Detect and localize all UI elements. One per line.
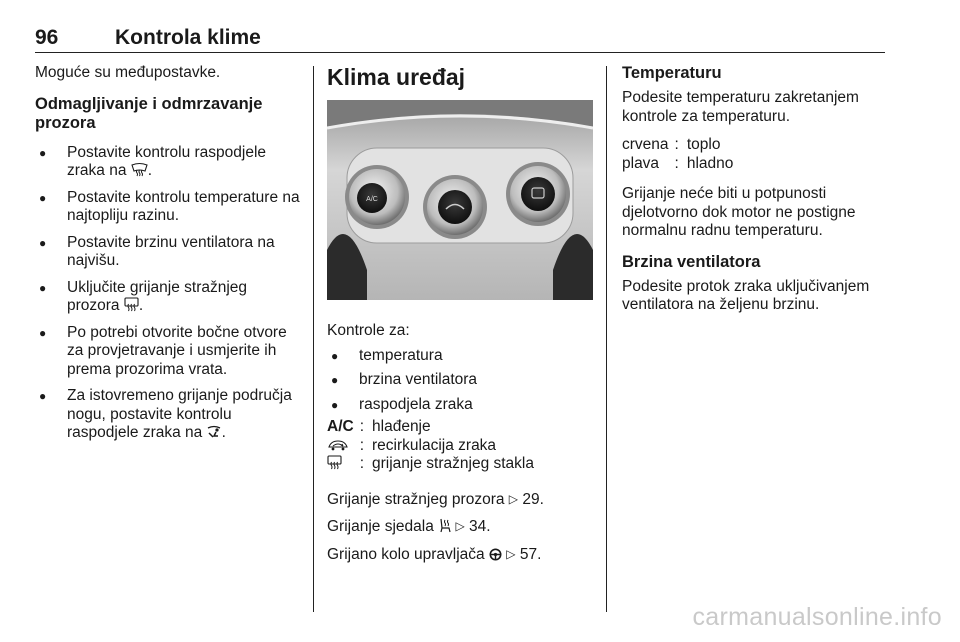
windscreen-defrost-icon bbox=[131, 162, 148, 177]
rear-window-heating-icon bbox=[327, 455, 342, 470]
list-item: ● brzina ventilatora bbox=[327, 371, 593, 390]
list-item: ● Za istovremeno grijanje područja nogu, postavite kontrolu raspodjele zraka na . bbox=[35, 387, 303, 443]
table-row: A/C : hlađenje bbox=[327, 418, 431, 435]
list-item: ● Po potrebi otvorite bočne otvore za provjetravanje i usmjerite ih prema prozorima vrata. bbox=[35, 324, 303, 380]
ref-rear-window-heating: Grijanje stražnjeg prozora ▷ 29. bbox=[327, 490, 544, 508]
column-divider-1 bbox=[313, 66, 314, 612]
temperature-color-table bbox=[622, 136, 733, 173]
ref-heated-steering-wheel: Grijano kolo upravljača ▷ 57. bbox=[327, 545, 542, 563]
column-middle bbox=[327, 64, 593, 564]
ac-button-label: A/C bbox=[366, 196, 378, 203]
page-reference-arrow-icon: ▷ bbox=[506, 546, 516, 561]
rear-window-heating-icon bbox=[124, 297, 139, 312]
air-recirculation-icon bbox=[327, 438, 349, 452]
table-row: : grijanje stražnjeg stakla bbox=[327, 455, 534, 474]
column-left bbox=[35, 64, 303, 443]
temperature-note: Grijanje neće biti u potpunosti djelotvorno dok motor ne postigne normalnu radnu temperaturu. bbox=[622, 185, 856, 239]
button-legend-table bbox=[327, 418, 534, 474]
fan-speed-heading: Brzina ventilatora bbox=[622, 252, 761, 271]
page-reference-arrow-icon: ▷ bbox=[508, 491, 519, 506]
list-item: ● Uključite grijanje stražnjeg prozora . bbox=[35, 279, 303, 316]
list-item: ● Postavite kontrolu raspodjele zraka na . bbox=[35, 144, 303, 181]
page-header bbox=[35, 26, 885, 53]
defrost-steps-list bbox=[35, 144, 303, 443]
table-row: : recirkulacija zraka bbox=[327, 437, 534, 456]
climate-control-panel-photo bbox=[327, 100, 593, 300]
page-reference-arrow-icon: ▷ bbox=[455, 519, 465, 533]
fan-speed-text: Podesite protok zraka uključivanjem ventilatora na željenu brzinu. bbox=[622, 277, 870, 313]
column-divider-2 bbox=[606, 66, 607, 612]
page-number: 96 bbox=[35, 26, 59, 49]
seat-heating-icon bbox=[438, 518, 451, 533]
defrost-heading: Odmagljivanje i odmrzavanje prozora bbox=[35, 94, 263, 132]
temperature-heading: Temperaturu bbox=[622, 64, 722, 82]
heated-steering-wheel-icon bbox=[489, 548, 502, 561]
table-row: plava : hladno bbox=[622, 154, 734, 172]
intro-text: Moguće su međupostavke. bbox=[35, 64, 221, 81]
section-heading: Klima uređaj bbox=[327, 64, 466, 90]
list-item: ● Postavite brzinu ventilatora na najvišu. bbox=[35, 234, 303, 271]
page-reference-link[interactable]: 29. bbox=[522, 490, 544, 508]
list-item: ● temperatura bbox=[327, 347, 593, 366]
ac-symbol: A/C bbox=[327, 418, 354, 435]
page-reference-link[interactable]: 34. bbox=[469, 518, 491, 535]
table-row: crvena : toplo bbox=[622, 136, 721, 153]
chapter-title: Kontrola klime bbox=[115, 26, 261, 49]
list-item: ● raspodjela zraka bbox=[327, 396, 593, 415]
column-right bbox=[622, 64, 890, 315]
watermark: carmanualsonline.info bbox=[692, 603, 942, 631]
controls-list bbox=[327, 347, 593, 415]
ref-seat-heating: Grijanje sjedala ▷ 34. bbox=[327, 518, 491, 535]
windscreen-footwell-icon bbox=[207, 424, 222, 439]
temperature-text: Podesite temperaturu zakretanjem kontrole za temperaturu. bbox=[622, 89, 859, 125]
page-reference-link[interactable]: 57. bbox=[519, 545, 542, 563]
list-item: ● Postavite kontrolu temperature na najtopliju razinu. bbox=[35, 189, 303, 226]
controls-label: Kontrole za: bbox=[327, 322, 410, 339]
